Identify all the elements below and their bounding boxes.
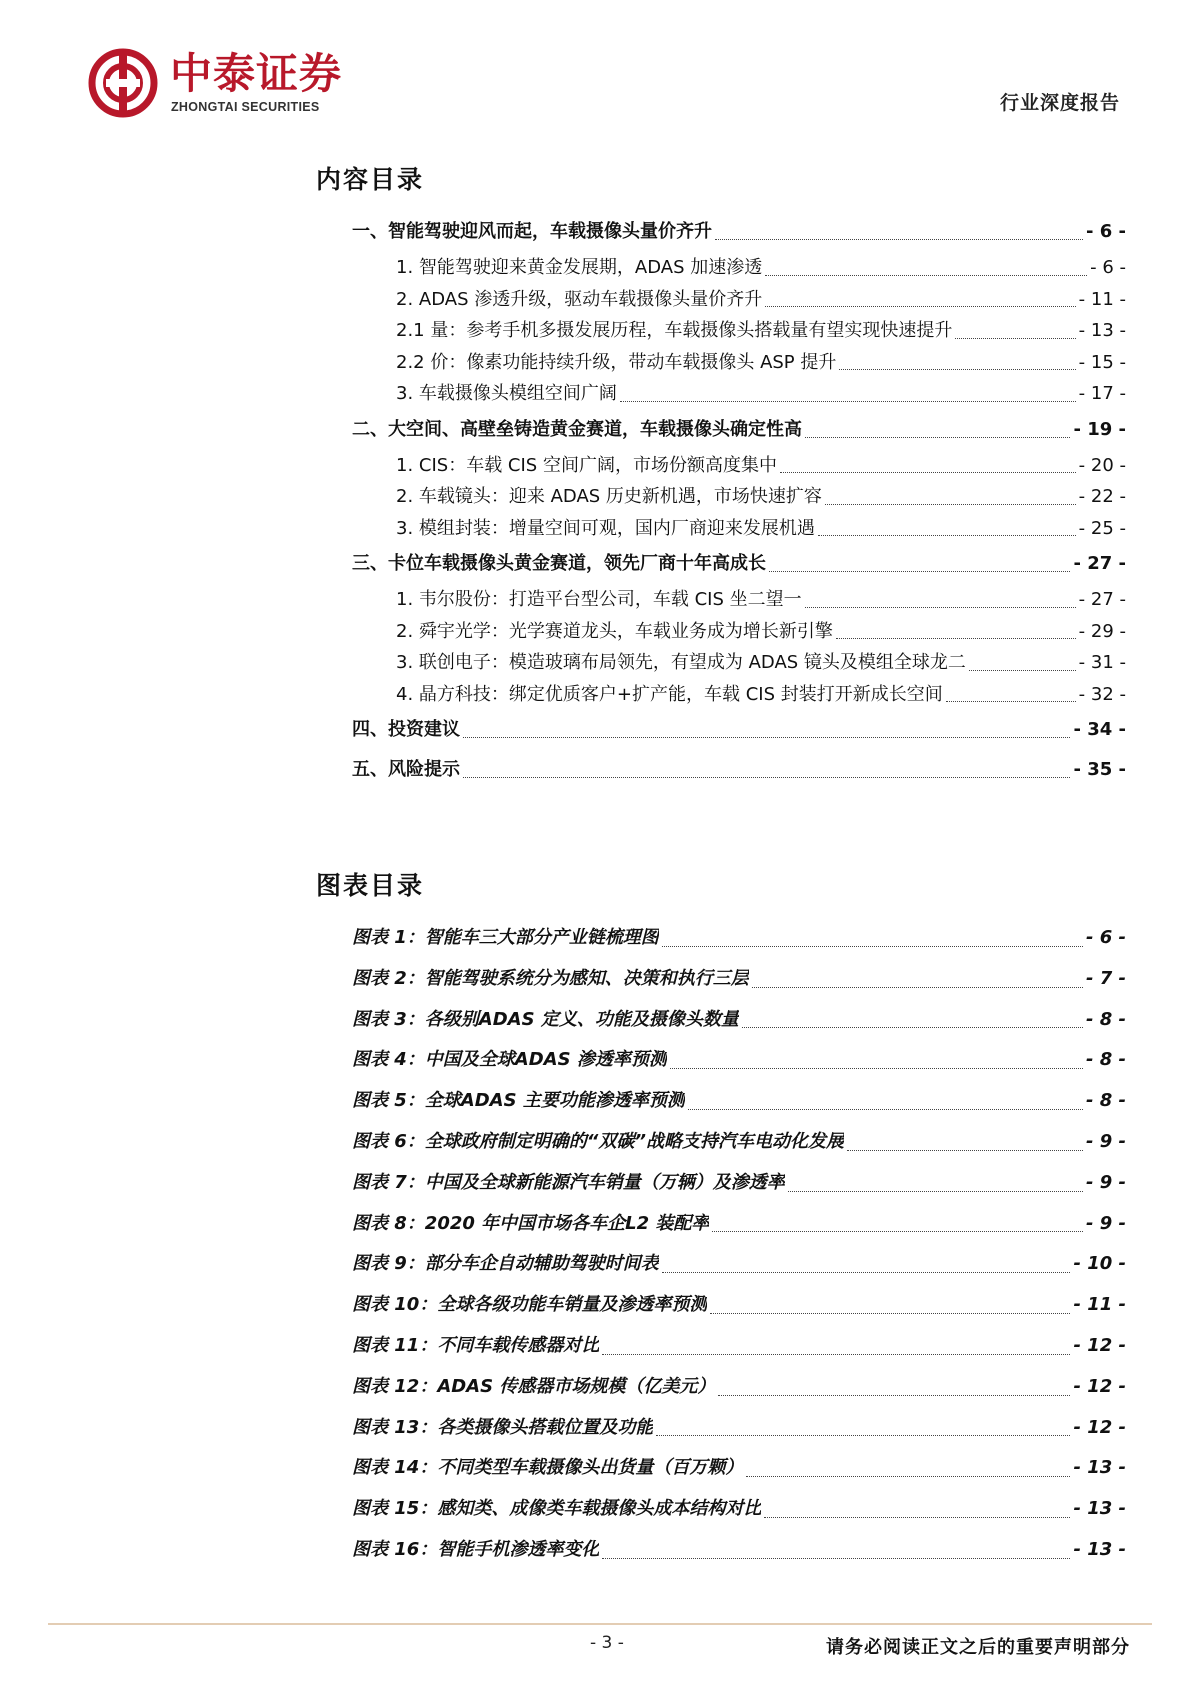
entry-title: 图表 15：感知类、成像类车载摄像头成本结构对比 xyxy=(352,1498,762,1520)
entry-title: 图表 16：智能手机渗透率变化 xyxy=(352,1538,600,1560)
entry-title: 2. 舜宇光学：光学赛道龙头，车载业务成为增长新引擎 xyxy=(396,620,833,642)
footer-disclaimer: 请务必阅读正文之后的重要声明部分 xyxy=(826,1637,1130,1658)
figure-entry[interactable] xyxy=(352,1448,1126,1489)
entry-page-number: - 12 - xyxy=(1073,1334,1126,1356)
toc-entry[interactable] xyxy=(352,347,1126,379)
figure-entry[interactable] xyxy=(352,918,1126,959)
figure-entry[interactable] xyxy=(352,1122,1126,1163)
toc-entry[interactable] xyxy=(352,212,1126,252)
toc-entry[interactable] xyxy=(352,513,1126,545)
figure-entry[interactable] xyxy=(352,1530,1126,1571)
entry-page-number: - 31 - xyxy=(1078,652,1126,673)
entry-page-number: - 13 - xyxy=(1073,1498,1126,1520)
dot-leader xyxy=(836,638,1076,639)
entry-title: 1. 智能驾驶迎来黄金发展期，ADAS 加速渗透 xyxy=(396,257,763,278)
toc-entry[interactable] xyxy=(352,284,1126,316)
dot-leader xyxy=(463,737,1070,738)
report-type-label: 行业深度报告 xyxy=(999,92,1120,114)
toc-entry[interactable] xyxy=(352,710,1126,750)
dot-leader xyxy=(662,1272,1071,1273)
logo-english-name: ZHONGTAI SECURITIES xyxy=(171,100,320,114)
entry-title: 图表 8：2020 年中国市场各车企L2 装配率 xyxy=(352,1212,710,1234)
dot-leader xyxy=(712,1231,1083,1232)
entry-title: 四、投资建议 xyxy=(352,719,460,740)
figure-entry[interactable] xyxy=(352,1285,1126,1326)
figure-entry[interactable] xyxy=(352,1000,1126,1041)
entry-title: 4. 晶方科技：绑定优质客户+扩产能，车载 CIS 封装打开新成长空间 xyxy=(396,683,943,705)
dot-leader xyxy=(764,1517,1070,1518)
toc-entry[interactable] xyxy=(352,584,1126,616)
figure-entry[interactable] xyxy=(352,1367,1126,1408)
entry-title: 图表 11：不同车载传感器对比 xyxy=(352,1334,600,1356)
entry-page-number: - 11 - xyxy=(1073,1294,1126,1316)
entry-title: 二、大空间、高壁垒铸造黄金赛道，车载摄像头确定性高 xyxy=(352,418,802,440)
entry-page-number: - 32 - xyxy=(1078,683,1126,705)
entry-title: 2. 车载镜头：迎来 ADAS 历史新机遇，市场快速扩容 xyxy=(396,486,822,507)
entry-page-number: - 27 - xyxy=(1078,589,1126,610)
dot-leader xyxy=(662,946,1083,947)
dot-leader xyxy=(718,1395,1070,1396)
figure-entry[interactable] xyxy=(352,1204,1126,1245)
figure-entry[interactable] xyxy=(352,1163,1126,1204)
entry-title: 图表 4：中国及全球ADAS 渗透率预测 xyxy=(352,1049,667,1071)
dot-leader xyxy=(742,1027,1083,1028)
dot-leader xyxy=(780,472,1076,473)
entry-page-number: - 8 - xyxy=(1086,1008,1126,1030)
entry-title: 图表 6：全球政府制定明确的“双碳”战略支持汽车电动化发展 xyxy=(352,1130,844,1152)
entry-title: 2.1 量：参考手机多摄发展历程，车载摄像头搭载量有望实现快速提升 xyxy=(396,320,953,341)
toc-entry[interactable] xyxy=(352,647,1126,679)
figure-entry[interactable] xyxy=(352,959,1126,1000)
entry-page-number: - 27 - xyxy=(1073,553,1126,574)
toc-entry[interactable] xyxy=(352,410,1126,450)
entry-title: 3. 联创电子：模造玻璃布局领先，有望成为 ADAS 镜头及模组全球龙二 xyxy=(396,652,966,673)
dot-leader xyxy=(765,275,1087,276)
entry-page-number: - 34 - xyxy=(1073,719,1126,740)
toc-list xyxy=(352,212,1126,790)
entry-page-number: - 15 - xyxy=(1078,351,1126,373)
entry-page-number: - 9 - xyxy=(1086,1212,1126,1234)
entry-page-number: - 12 - xyxy=(1073,1416,1126,1438)
dot-leader xyxy=(463,777,1070,778)
dot-leader xyxy=(752,987,1083,988)
dot-leader xyxy=(602,1558,1070,1559)
toc-entry[interactable] xyxy=(352,252,1126,284)
entry-page-number: - 29 - xyxy=(1078,620,1126,642)
toc-entry[interactable] xyxy=(352,679,1126,711)
toc-entry[interactable] xyxy=(352,481,1126,513)
toc-entry[interactable] xyxy=(352,378,1126,410)
entry-title: 图表 3：各级别ADAS 定义、功能及摄像头数量 xyxy=(352,1008,739,1030)
entry-title: 1. CIS：车载 CIS 空间广阔，市场份额高度集中 xyxy=(396,454,777,476)
figures-title: 图表目录 xyxy=(316,871,425,900)
entry-page-number: - 12 - xyxy=(1073,1375,1126,1397)
entry-title: 三、卡位车载摄像头黄金赛道，领先厂商十年高成长 xyxy=(352,553,766,574)
figure-entry[interactable] xyxy=(352,1040,1126,1081)
entry-page-number: - 17 - xyxy=(1078,383,1126,404)
entry-page-number: - 9 - xyxy=(1086,1171,1126,1193)
entry-title: 图表 13：各类摄像头搭载位置及功能 xyxy=(352,1416,654,1438)
dot-leader xyxy=(805,607,1076,608)
entry-title: 图表 7：中国及全球新能源汽车销量（万辆）及渗透率 xyxy=(352,1171,785,1193)
entry-page-number: - 19 - xyxy=(1073,418,1126,440)
entry-title: 图表 14：不同类型车载摄像头出货量（百万颗） xyxy=(352,1457,744,1479)
entry-title: 图表 12：ADAS 传感器市场规模（亿美元） xyxy=(352,1375,716,1397)
dot-leader xyxy=(946,701,1076,702)
entry-page-number: - 25 - xyxy=(1078,517,1126,539)
footer-divider xyxy=(48,1623,1152,1625)
dot-leader xyxy=(715,239,1083,240)
entry-title: 图表 10：全球各级功能车销量及渗透率预测 xyxy=(352,1294,708,1316)
dot-leader xyxy=(788,1191,1083,1192)
entry-page-number: - 9 - xyxy=(1086,1130,1126,1152)
entry-page-number: - 7 - xyxy=(1086,967,1126,989)
dot-leader xyxy=(688,1109,1083,1110)
toc-title: 内容目录 xyxy=(316,165,425,194)
page-number: - 3 - xyxy=(590,1633,624,1653)
entry-title: 图表 9：部分车企自动辅助驾驶时间表 xyxy=(352,1253,659,1275)
entry-page-number: - 13 - xyxy=(1073,1538,1126,1560)
entry-page-number: - 6 - xyxy=(1086,927,1126,948)
entry-title: 图表 1：智能车三大部分产业链梳理图 xyxy=(352,927,659,948)
figure-entry[interactable] xyxy=(352,1244,1126,1285)
figures-list xyxy=(352,918,1126,1571)
entry-page-number: - 10 - xyxy=(1073,1253,1126,1275)
dot-leader xyxy=(955,338,1075,339)
entry-page-number: - 11 - xyxy=(1078,288,1126,310)
entry-title: 五、风险提示 xyxy=(352,759,460,780)
entry-page-number: - 6 - xyxy=(1086,221,1126,242)
entry-title: 3. 模组封装：增量空间可观，国内厂商迎来发展机遇 xyxy=(396,517,815,539)
entry-page-number: - 8 - xyxy=(1086,1090,1126,1112)
entry-page-number: - 20 - xyxy=(1078,454,1126,476)
entry-title: 3. 车载摄像头模组空间广阔 xyxy=(396,383,617,404)
zhongtai-logo-icon xyxy=(88,48,158,118)
dot-leader xyxy=(602,1354,1070,1355)
dot-leader xyxy=(825,504,1076,505)
entry-page-number: - 6 - xyxy=(1090,257,1126,278)
entry-page-number: - 22 - xyxy=(1078,486,1126,507)
entry-title: 2. ADAS 渗透升级，驱动车载摄像头量价齐升 xyxy=(396,288,763,310)
dot-leader xyxy=(656,1435,1070,1436)
figure-entry[interactable] xyxy=(352,1326,1126,1367)
entry-title: 一、智能驾驶迎风而起，车载摄像头量价齐升 xyxy=(352,221,712,242)
logo-chinese-name: 中泰证券 xyxy=(170,49,343,98)
dot-leader xyxy=(765,306,1075,307)
toc-entry[interactable] xyxy=(352,450,1126,482)
entry-title: 图表 5：全球ADAS 主要功能渗透率预测 xyxy=(352,1090,685,1112)
dot-leader xyxy=(969,670,1076,671)
dot-leader xyxy=(847,1150,1083,1151)
entry-page-number: - 35 - xyxy=(1073,759,1126,780)
figure-entry[interactable] xyxy=(352,1081,1126,1122)
toc-entry[interactable] xyxy=(352,616,1126,648)
entry-title: 1. 韦尔股份：打造平台型公司，车载 CIS 坐二望一 xyxy=(396,589,802,610)
dot-leader xyxy=(805,437,1070,438)
toc-entry[interactable] xyxy=(352,315,1126,347)
dot-leader xyxy=(839,369,1075,370)
entry-page-number: - 8 - xyxy=(1086,1049,1126,1071)
dot-leader xyxy=(620,401,1076,402)
toc-entry[interactable] xyxy=(352,750,1126,790)
dot-leader xyxy=(670,1068,1083,1069)
entry-title: 图表 2：智能驾驶系统分为感知、决策和执行三层 xyxy=(352,967,749,989)
entry-page-number: - 13 - xyxy=(1073,1457,1126,1479)
toc-entry[interactable] xyxy=(352,544,1126,584)
entry-title: 2.2 价：像素功能持续升级，带动车载摄像头 ASP 提升 xyxy=(396,351,837,373)
dot-leader xyxy=(746,1476,1070,1477)
figure-entry[interactable] xyxy=(352,1489,1126,1530)
figure-entry[interactable] xyxy=(352,1408,1126,1449)
dot-leader xyxy=(769,571,1070,572)
dot-leader xyxy=(710,1313,1070,1314)
dot-leader xyxy=(818,535,1076,536)
entry-page-number: - 13 - xyxy=(1078,320,1126,341)
